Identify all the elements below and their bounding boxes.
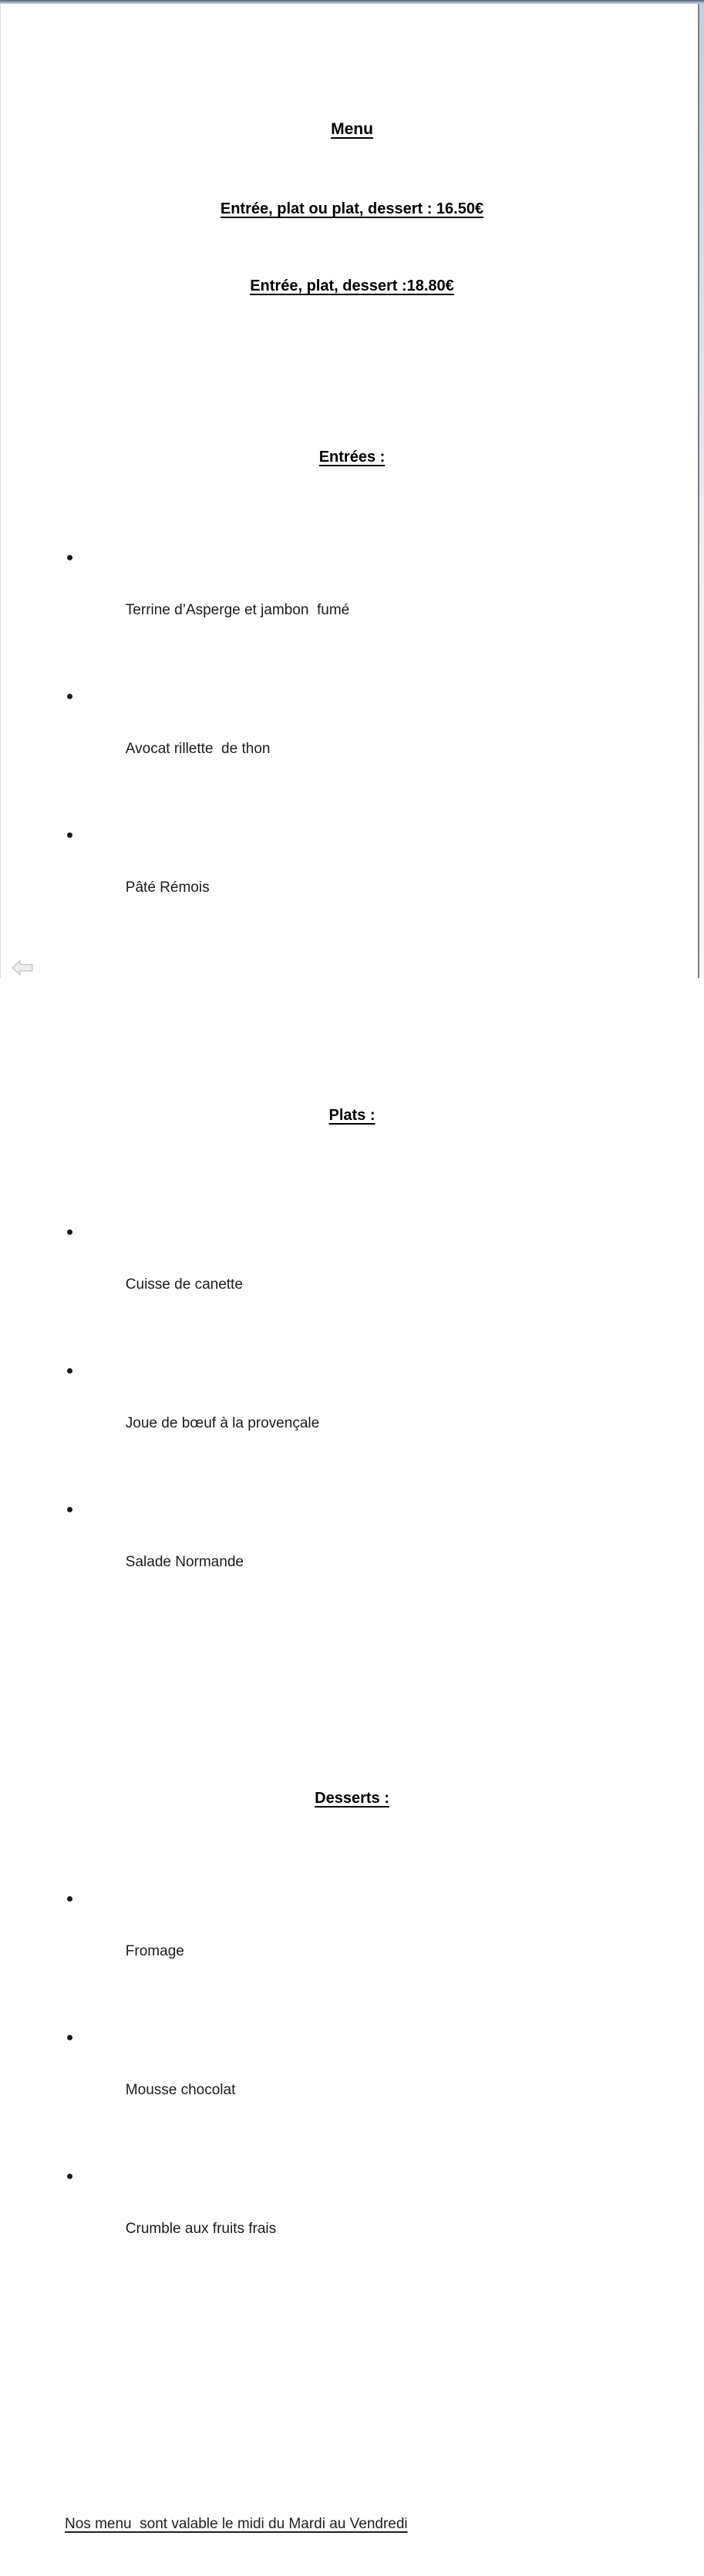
menu-item-text: Crumble aux fruits frais (125, 2221, 277, 2237)
page-left-edge (0, 0, 1, 978)
list-item (65, 1886, 639, 1991)
list-item (65, 545, 639, 650)
bullet-icon (67, 1368, 72, 1374)
menu-title: Menu (331, 120, 373, 138)
menu-item-text: Avocat rillette de thon (125, 741, 271, 757)
list-item (65, 1358, 639, 1463)
starters-list (65, 511, 639, 961)
menu-item-text: Fromage (125, 1943, 184, 1959)
validity-note: Nos menu sont valable le midi du Mardi au Vendredi (65, 2516, 408, 2532)
window-top-edge (0, 0, 704, 4)
menu-item-text: Joue de bœuf à la provençale (125, 1415, 320, 1431)
desserts-heading: Desserts : (315, 1790, 389, 1807)
list-item (65, 2164, 639, 2268)
bullet-icon (67, 2035, 72, 2040)
bullet-icon (67, 1507, 72, 1512)
list-item (65, 822, 639, 927)
menu-document-body (65, 0, 639, 2576)
menu-item-text: Salade Normande (125, 1554, 244, 1570)
section-mains (65, 1031, 639, 1663)
mains-list (65, 1185, 639, 1636)
list-item (65, 2025, 639, 2130)
bullet-icon (67, 555, 72, 560)
bullet-icon (67, 694, 72, 699)
menu-item-text: Terrine d’Asperge et jambon fumé (125, 602, 350, 618)
menu-formula-line-1: Entrée, plat ou plat, dessert : 16.50€ (220, 200, 484, 217)
list-item (65, 684, 639, 789)
menu-item-text: Mousse chocolat (125, 2082, 236, 2098)
starters-heading: Entrées : (318, 449, 386, 466)
section-desserts (65, 1705, 639, 2330)
bullet-icon (67, 1229, 72, 1235)
desserts-list (65, 1852, 639, 2302)
menu-formula-line-2: Entrée, plat, dessert :18.80€ (250, 277, 454, 294)
menu-item-text: Cuisse de canette (125, 1276, 243, 1293)
mains-heading: Plats : (328, 1107, 376, 1124)
back-arrow-icon[interactable] (12, 958, 33, 978)
section-starters (65, 338, 639, 989)
bullet-icon (67, 1896, 72, 1902)
menu-item-text: Pâté Rémois (125, 879, 210, 896)
bullet-icon (67, 832, 72, 838)
bullet-icon (67, 2174, 72, 2179)
page-right-edge (698, 0, 704, 978)
list-item (65, 1497, 639, 1602)
list-item (65, 1219, 639, 1324)
